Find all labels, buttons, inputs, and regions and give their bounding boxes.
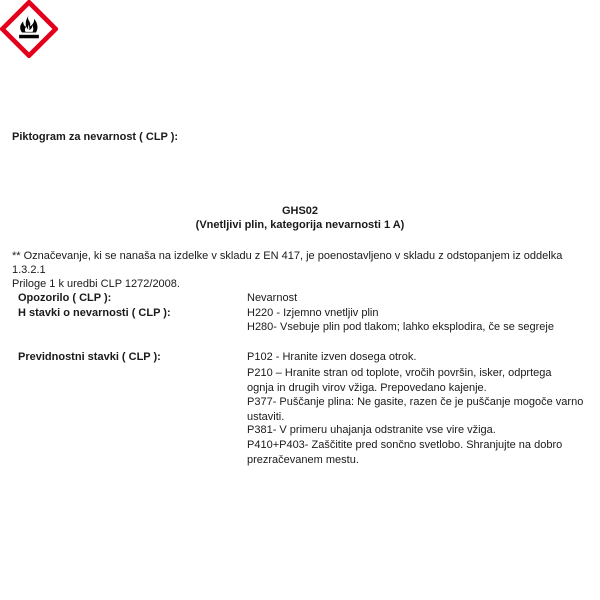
precautionary-statement: P381- V primeru uhajanja odstranite vse vire vžiga. bbox=[247, 424, 496, 436]
statement-line: ognja in drugih virov vžiga. Prepovedano kajenje. bbox=[247, 381, 487, 394]
precautionary-statement bbox=[247, 395, 583, 424]
statement-line: P410+P403- Zaščitite pred sončno svetlobo. Shranjujte na dobro bbox=[247, 439, 563, 451]
note-line: ** Označevanje, ki se nanaša na izdelke v skladu z EN 417, je poenostavljeno v skladu z odstopanjem iz oddelka 1.3.2.1 bbox=[12, 250, 563, 276]
signal-word-value: Nevarnost bbox=[247, 292, 298, 304]
statement-line: P377- Puščanje plina: Ne gasite, razen če je puščanje mogoče varno bbox=[247, 396, 584, 408]
pictogram-code: GHS02 bbox=[281, 205, 319, 217]
statement-line: P210 – Hranite stran od toplote, vročih površin, isker, odprtega bbox=[247, 367, 552, 379]
hazard-statement: H280- Vsebuje plin pod tlakom; lahko eksplodira, če se segreje bbox=[247, 321, 554, 333]
note-paragraph bbox=[12, 249, 597, 291]
precautionary-statement bbox=[247, 366, 552, 395]
statement-line: ustaviti. bbox=[247, 410, 285, 423]
hazard-statement: H220 - Izjemno vnetljiv plin bbox=[247, 307, 379, 319]
flame-diamond-icon bbox=[0, 0, 58, 58]
note-line: Priloge 1 k uredbi CLP 1272/2008. bbox=[12, 278, 180, 290]
signal-word-label: Opozorilo ( CLP ): bbox=[18, 292, 112, 304]
precautionary-statements-label: Previdnostni stavki ( CLP ): bbox=[18, 351, 161, 363]
section-heading: Piktogram za nevarnost ( CLP ): bbox=[12, 131, 179, 143]
precautionary-statement bbox=[247, 438, 562, 467]
pictogram-subtitle: (Vnetljivi plin, kategorija nevarnosti 1 A) bbox=[195, 219, 405, 231]
hazard-statements-label: H stavki o nevarnosti ( CLP ): bbox=[18, 307, 171, 319]
precautionary-statement: P102 - Hranite izven dosega otrok. bbox=[247, 351, 417, 363]
statement-line: prezračevanem mestu. bbox=[247, 453, 359, 466]
